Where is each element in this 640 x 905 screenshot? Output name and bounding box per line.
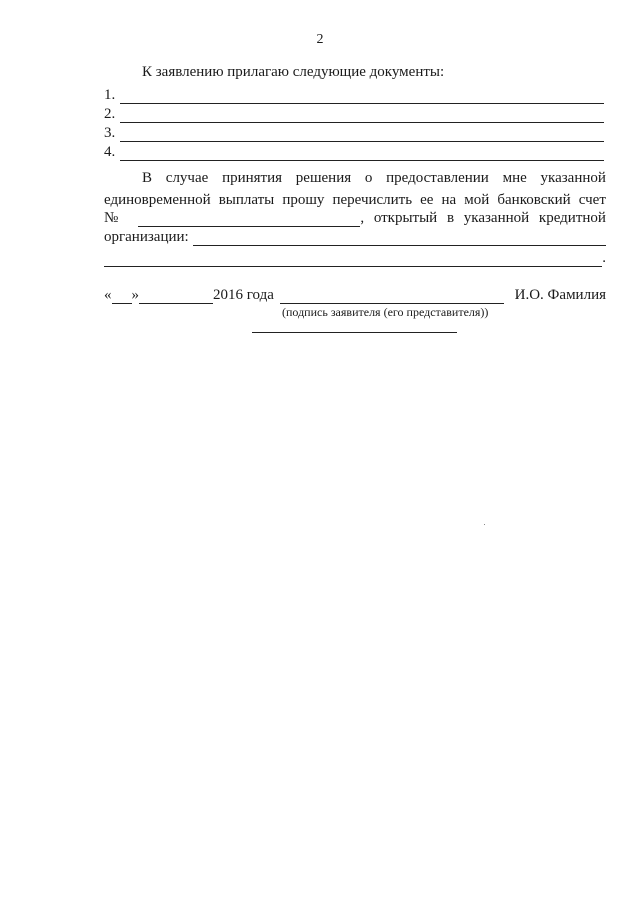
attachment-number: 4. [104, 144, 116, 160]
paragraph-word: банковский [497, 192, 571, 208]
signature-caption: (подпись заявителя (его представителя)) [282, 305, 489, 319]
quote-close: » [131, 287, 139, 303]
paragraph-word: о [364, 170, 373, 186]
paragraph-word: указанной [540, 170, 606, 186]
paragraph-word: предоставлении [386, 170, 489, 186]
attachment-number: 3. [104, 125, 116, 141]
paragraph-line-4 [104, 229, 606, 246]
organization-field[interactable] [193, 232, 606, 246]
paragraph-word: случае [165, 170, 209, 186]
paragraph-word: ее [420, 192, 434, 208]
year-text: 2016 года [213, 287, 274, 303]
number-sign: № [104, 210, 119, 226]
quote-open: « [104, 287, 112, 303]
blank-line [120, 109, 604, 123]
scan-speck [484, 524, 485, 525]
paragraph-line-2 [104, 192, 606, 209]
attachment-number: 1. [104, 87, 116, 103]
paragraph-word: мой [464, 192, 490, 208]
paragraph-word: единовременной [104, 192, 211, 208]
organization-field-continued[interactable] [104, 253, 602, 267]
day-field[interactable] [112, 290, 132, 304]
page-number: 2 [316, 32, 324, 47]
organization-label: организации: [104, 229, 189, 245]
paragraph-word: принятия [222, 170, 283, 186]
attachment-number: 2. [104, 106, 116, 122]
attachment-line-4[interactable] [104, 143, 604, 161]
account-suffix-text: , открытый в указанной кредитной [360, 210, 606, 226]
paragraph-line-1 [142, 170, 606, 187]
blank-line [120, 128, 604, 142]
blank-line [120, 90, 604, 104]
paragraph-word: мне [502, 170, 527, 186]
period: . [602, 250, 606, 266]
signature-field[interactable] [280, 290, 504, 304]
separator-line [252, 332, 457, 333]
paragraph-word: выплаты [218, 192, 275, 208]
attachment-line-1[interactable] [104, 86, 604, 104]
attachment-line-2[interactable] [104, 105, 604, 123]
paragraph-line-5 [104, 250, 606, 267]
account-number-field[interactable] [138, 213, 360, 227]
paragraph-word: В [142, 170, 153, 186]
paragraph-word: на [441, 192, 457, 208]
paragraph-word: прошу [282, 192, 325, 208]
attachment-line-3[interactable] [104, 124, 604, 142]
paragraph-line-3 [104, 210, 606, 227]
signature-row [104, 287, 606, 304]
paragraph-word: перечислить [332, 192, 413, 208]
month-field[interactable] [139, 290, 213, 304]
paragraph-word: решения [295, 170, 352, 186]
blank-line [120, 147, 604, 161]
attachments-intro: К заявлению прилагаю следующие документы: [142, 64, 445, 80]
paragraph-word: счет [578, 192, 606, 208]
applicant-name: И.О. Фамилия [514, 287, 606, 303]
